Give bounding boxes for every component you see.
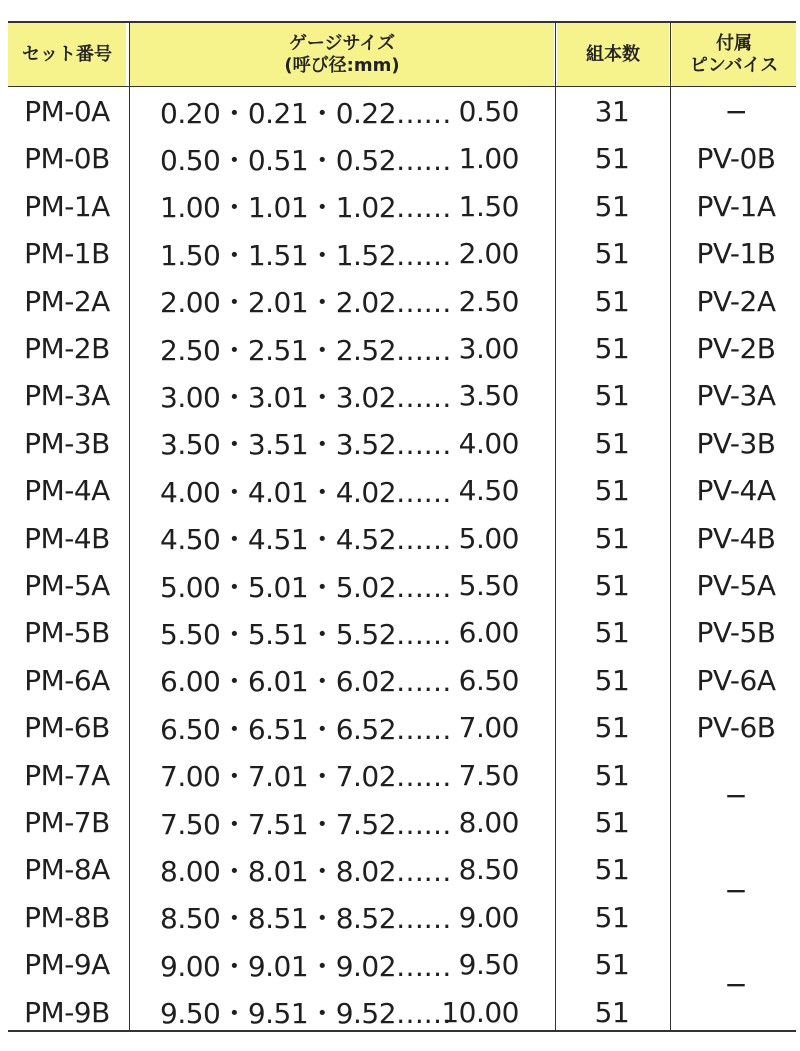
table-top-border [8,21,796,23]
table-row [0,609,800,656]
count-cell: 51 [594,189,630,223]
pin-vise-cell: PV-5A [696,569,776,602]
count-cell: 51 [594,711,630,745]
header-count-label: 組本数 [586,43,640,65]
count-cell: 51 [594,663,630,697]
set-number-cell: PM-1A [24,189,110,223]
count-cell: 51 [594,948,630,982]
count-cell: 51 [594,806,630,839]
gauge-size-cell [140,88,545,135]
table-row [0,562,800,609]
gauge-size-cell [140,657,545,704]
count-cell: 51 [594,900,630,934]
gauge-size-end: 5.50 [458,569,519,602]
gauge-size-end: 6.00 [458,616,519,650]
gauge-size-end: 7.00 [458,711,519,745]
pin-vise-cell: PV-1B [696,237,776,271]
header-gauge-size-line1: ゲージサイズ [288,32,396,54]
table-row [0,657,800,704]
gauge-size-start: 3.50・3.51・3.52…… [160,428,452,462]
header-gauge-size [130,22,554,87]
table-row [0,420,800,467]
gauge-size-end: 10.00 [441,995,519,1029]
merged-vise-cell-9 [676,938,796,1030]
gauge-size-end: 8.50 [458,853,519,887]
header-pin-vise [672,22,796,87]
set-number-cell: PM-2B [24,332,110,365]
gauge-size-start: 7.00・7.01・7.02…… [160,760,452,794]
count-cell: 51 [594,758,630,792]
gauge-size-end: 3.00 [458,332,519,365]
pin-vise-cell: PV-3B [696,426,776,460]
gauge-size-start: 4.00・4.01・4.02…… [160,475,452,509]
count-cell: 51 [594,616,630,650]
count-cell: 51 [594,569,630,602]
set-number-cell: PM-4B [24,521,110,555]
pin-vise-cell: PV-4A [696,474,776,508]
gauge-size-end: 3.50 [458,379,519,413]
count-cell: 51 [594,521,630,555]
gauge-size-cell [140,799,545,846]
gauge-size-cell [140,372,545,419]
pin-vise-cell: PV-1A [696,189,776,223]
header-set-number-label: セット番号 [22,43,112,65]
gauge-size-start: 2.50・2.51・2.52…… [160,333,452,367]
gauge-size-end: 6.50 [458,663,519,697]
set-number-cell: PM-6A [24,663,110,697]
table-row [0,88,800,135]
set-number-cell: PM-3A [24,379,110,413]
gauge-size-end: 4.50 [458,474,519,508]
gauge-size-cell [140,941,545,988]
gauge-size-end: 1.50 [458,189,519,223]
set-number-cell: PM-5A [24,569,110,602]
gauge-size-start: 1.00・1.01・1.02…… [160,191,452,225]
pin-vise-cell: PV-0B [696,142,776,176]
table-row [0,467,800,514]
set-number-cell: PM-4A [24,474,110,508]
count-cell: 51 [594,237,630,271]
gauge-size-cell [140,325,545,372]
gauge-size-start: 0.50・0.51・0.52…… [160,143,452,177]
set-number-cell: PM-8B [24,900,110,934]
table-row [0,278,800,325]
gauge-size-end: 5.00 [458,521,519,555]
gauge-size-cell [140,704,545,751]
gauge-size-start: 1.50・1.51・1.52…… [160,238,452,272]
count-cell: 51 [594,474,630,508]
count-cell: 51 [594,284,630,318]
gauge-size-start: 8.00・8.01・8.02…… [160,854,452,888]
header-gauge-size-line2: (呼び径:mm) [284,54,400,76]
gauge-size-start: 5.50・5.51・5.52…… [160,617,452,651]
set-number-cell: PM-7A [24,758,110,792]
gauge-size-end: 7.50 [458,758,519,792]
merged-vise-dash: − [724,874,748,907]
pin-vise-cell: PV-4B [696,521,776,555]
gauge-size-start: 3.00・3.01・3.02…… [160,380,452,414]
gauge-size-start: 7.50・7.51・7.52…… [160,807,452,841]
gauge-size-end: 9.00 [458,900,519,934]
set-number-cell: PM-1B [24,237,110,271]
set-number-cell: PM-6B [24,711,110,745]
set-number-cell: PM-9A [24,948,110,982]
pin-vise-cell: PV-6B [696,711,776,745]
set-number-cell: PM-0B [24,142,110,176]
set-number-cell: PM-9B [24,995,110,1029]
gauge-size-end: 0.50 [458,95,519,128]
count-cell: 51 [594,853,630,887]
gauge-size-start: 9.00・9.01・9.02…… [160,949,452,983]
set-number-cell: PM-0A [24,95,110,128]
set-number-cell: PM-7B [24,806,110,839]
gauge-size-end: 9.50 [458,948,519,982]
gauge-size-cell [140,183,545,230]
merged-vise-dash: − [724,779,748,812]
set-number-cell: PM-2A [24,284,110,318]
gauge-size-cell [140,609,545,656]
gauge-size-start: 6.50・6.51・6.52…… [160,712,452,746]
table-row [0,515,800,562]
set-number-cell: PM-5B [24,616,110,650]
gauge-size-end: 8.00 [458,806,519,839]
gauge-size-end: 2.50 [458,284,519,318]
gauge-size-start: 4.50・4.51・4.52…… [160,523,452,557]
gauge-size-start: 9.50・9.51・9.52…… [160,997,452,1031]
table-row [0,372,800,419]
gauge-size-cell [140,135,545,182]
gauge-size-start: 8.50・8.51・8.52…… [160,902,452,936]
pin-vise-cell: PV-2A [696,284,776,318]
set-number-cell: PM-8A [24,853,110,887]
pin-vise-cell: PV-3A [696,379,776,413]
count-cell: 51 [594,995,630,1029]
table-row [0,135,800,182]
count-cell: 31 [594,95,630,128]
gauge-size-end: 4.00 [458,426,519,460]
table-row [0,325,800,372]
gauge-size-start: 2.00・2.01・2.02…… [160,286,452,320]
header-set-number [8,22,126,87]
header-bottom-border [8,86,796,87]
gauge-size-start: 6.00・6.01・6.02…… [160,665,452,699]
pin-vise-cell: − [724,95,748,128]
merged-vise-cell-8 [676,843,796,938]
table-row [0,704,800,751]
pin-vise-cell: PV-5B [696,616,776,650]
pin-vise-cell: PV-6A [696,663,776,697]
gauge-size-cell [140,846,545,893]
gauge-size-cell [140,420,545,467]
gauge-size-end: 1.00 [458,142,519,176]
merged-vise-cell-7 [676,748,796,843]
count-cell: 51 [594,332,630,365]
pin-vise-cell: PV-2B [696,332,776,365]
gauge-size-cell [140,230,545,277]
gauge-size-start: 0.20・0.21・0.22…… [160,96,452,130]
gauge-size-cell [140,989,545,1036]
count-cell: 51 [594,426,630,460]
gauge-size-cell [140,278,545,325]
table-row [0,230,800,277]
gauge-size-cell [140,562,545,609]
header-pin-vise-line2: ピンバイス [689,54,779,76]
header-pin-vise-line1: 付属 [716,32,752,54]
gauge-size-cell [140,515,545,562]
gauge-size-cell [140,894,545,941]
gauge-size-end: 2.00 [458,237,519,271]
gauge-size-cell [140,467,545,514]
set-number-cell: PM-3B [24,426,110,460]
gauge-size-start: 5.00・5.01・5.02…… [160,570,452,604]
table-row [0,183,800,230]
merged-vise-dash: − [724,967,748,1001]
header-count [557,22,669,87]
gauge-size-cell [140,752,545,799]
count-cell: 51 [594,142,630,176]
count-cell: 51 [594,379,630,413]
